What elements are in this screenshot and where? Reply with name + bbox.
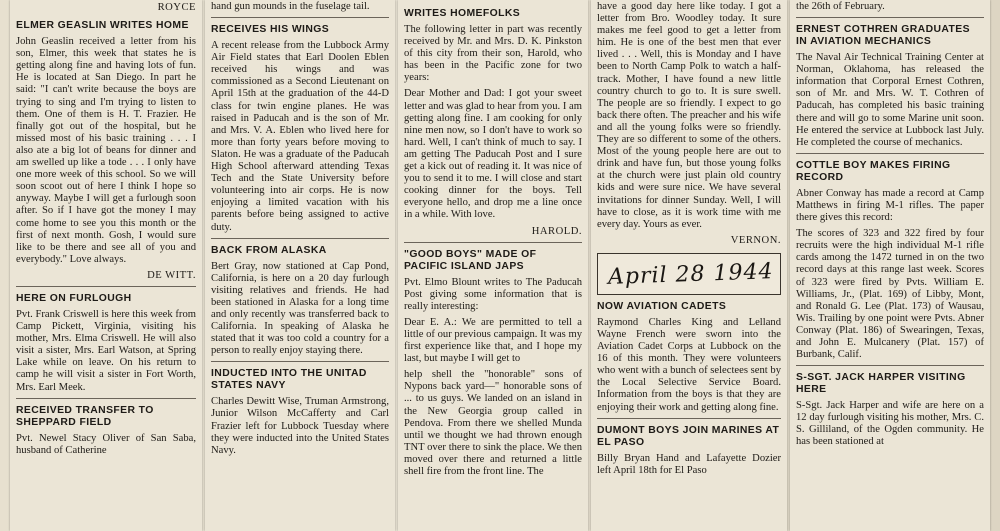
divider	[16, 286, 196, 287]
article-paragraph: Billy Bryan Hand and Lafayette Dozier left April 18th for El Paso	[597, 452, 781, 476]
signature: ROYCE	[157, 2, 196, 13]
divider	[597, 418, 781, 419]
article-paragraph: have a good day here like today. I got a letter from Bro. Woodley today. It sure makes me feel good to get a letter from him. He is one of the best men that ever lived . . . Well, this is Monday and I have been to North Camp Polk to watch a half-track. Mother, I have found a new little country church to go to. It is sure swell. The people are so friendly. I expect to go back there often. The preacher and his wife and all the young folks were so friendly. They are so different to some of the others. Most of the young people here are out to drink and have fun, but those young folks at the church were just plain old country kids and were sure nice. We have several invitations for dinner Sunday. Well, I will have to close, as it is work time with me every day. Yours as ever.	[597, 1, 781, 230]
headline: HERE ON FURLOUGH	[16, 292, 132, 304]
article-paragraph: help shell the "honorable" sons of Nypons back yard—" honorable sons of ... to us guys. We landed on an island in the New Georgia group called in Pendova. From there we shelled Munda until we thought we had thrown enough TNT over there to sink the place. We then moved over there and returned a little shell fire from the front line. The	[404, 369, 582, 477]
headline: DUMONT BOYS JOIN MARINES AT EL PASO	[597, 424, 780, 448]
headline: BACK FROM ALASKA	[211, 244, 327, 256]
clipping-strip-3	[398, 0, 588, 531]
article-paragraph: Raymond Charles King and Lelland Wayne French were sworn into the Aviation Cadet Corps at Lubbock on the 16 of this month. They were volunteers who went with a bunch of selectees sent by the Local Selective Service Board. Information from the boys is that they are enjoying their work and getting along fine.	[597, 316, 781, 413]
divider	[796, 365, 984, 366]
divider	[211, 238, 389, 239]
signature: VERNON.	[730, 234, 781, 246]
clipping-strip-2	[205, 0, 395, 531]
divider	[796, 153, 984, 154]
column-1	[16, 0, 196, 461]
article-paragraph: Pvt. Newel Stacy Oliver of San Saba, husband of Catherine	[16, 432, 196, 456]
column-5	[796, 0, 984, 453]
article-paragraph: Bert Gray, now stationed at Cap Pond, California, is here on a 20 day furlough visiting relatives and friends. He had been stationed in Alaska for a long time and only recently was transferred back to California. In speaking of Alaska he stated that it was too cold a country for a person to really enjoy staying there.	[211, 260, 389, 357]
article-paragraph: the 26th of February.	[796, 1, 885, 12]
divider	[404, 242, 582, 243]
article-paragraph: Dear Mother and Dad: I got your sweet letter and was glad to hear from you. I am getting along fine. I am cooking for only nine men now, so I don't have to work so hard. Well, I can't think of much to say. I am getting The Paducah Post and I sure get a kick out of reading it. It was nice of you to send it to me. I will close and start cooking dinner for the boys. Tell everyone hello, and drop me a line once in a while. With love.	[404, 88, 582, 221]
article-paragraph: Abner Conway has made a record at Camp Matthews in firing M-1 rifles. The paper there gives this record:	[796, 187, 984, 224]
headline: ERNEST COTHREN GRADUATES IN AVIATION MECHANICS	[796, 24, 970, 48]
clipping-strip-1	[10, 0, 202, 531]
headline: RECEIVES HIS WINGS	[211, 24, 330, 36]
signature: HAROLD.	[531, 225, 582, 237]
article-paragraph: Pvt. Frank Criswell is here this week from Camp Pickett, Virginia, visiting his mother, Mrs. Elma Criswell. He will also visit a sister, Mrs. Earl Watson, at Spring Lake while on leave. On his return to camp he will visit a sister in Fort Worth, Mrs. Earl Meek.	[16, 308, 196, 393]
article-paragraph: A recent release from the Lubbock Army Air Field states that Earl Doolen Eblen received his wings and was commissioned as a Second Lieutenant on April 15th at the graduation of the 44-D class for twin engine planes. He was raised in Paducah and is the son of Mr. and Mrs. V. A. Eblen who lived here for more than forty years before moving to Slaton. He was a graduate of the Paducah High School afterward attending Texas Tech and the State University before volunteering into air corps. He is now enjoying a limited vacation with his parents before being assigned to active duty.	[211, 40, 389, 233]
divider	[211, 361, 389, 362]
headline: RECEIVED TRANSFER TO SHEPPARD FIELD	[16, 404, 154, 428]
article-paragraph: Dear E. A.: We are permitted to tell a little of our previous campaign. It was my first experience like that, and I hope my last, but maybe I will get to	[404, 316, 582, 365]
headline: NOW AVIATION CADETS	[597, 300, 727, 312]
divider	[796, 17, 984, 18]
column-4	[597, 0, 781, 481]
article-paragraph: John Geaslin received a letter from his son, Elmer, this week that states he is getting along fine and having lots of fun. He is located at San Diego. In part he said: "I can't write because the boys are trying to sing and I'm trying to listen to them. One of them is H. T. Frazier. He finally got out of the hospital, but he missed most of his basic training . . . I also ate a big lot of beans for dinner and am swelled up like a tode . . . I only have one more week of this school. So we will soon scoot out of here I think I hope so anyway. Maybe I will get a furlough soon after. So if I have got the money I may come home to see you this month or the first of next month. Gosh, I would sure like to be there and see all of you and everybody." Love always.	[16, 36, 196, 265]
headline: WRITES HOMEFOLKS	[404, 8, 521, 19]
article-paragraph: S-Sgt. Jack Harper and wife are here on a 12 day furlough visiting his mother, Mrs. C. S. Gilliland, of the Ogden community. He has been stationed at	[796, 400, 984, 448]
column-3	[404, 0, 582, 482]
signature: DE WITT.	[147, 269, 196, 281]
divider	[16, 398, 196, 399]
article-paragraph: The Naval Air Technical Training Center at Norman, Oklahoma, has released the information that Corporal Ernest Cothren, son of Mr. and Mrs. W. T. Cothren of Paducah, has completed his basic training there and will go to some Marine unit soon. He entered the service at Lubbock last July. He completed the course of mechanics.	[796, 52, 984, 148]
clipping-strip-5	[790, 0, 990, 531]
article-paragraph: The following letter in part was recently received by Mr. and Mrs. D. K. Pinkston of this city from their son, Harold, who has been in the Pacific zone for two years:	[404, 24, 582, 84]
handwritten-date: April 28 1944	[607, 259, 774, 290]
headline: INDUCTED INTO THE UNITAD STATES NAVY	[211, 368, 367, 392]
divider	[211, 17, 389, 18]
article-paragraph: Charles Dewitt Wise, Truman Armstrong, Junior Wilson McCafferty and Carl Frazier left for Lubbock Tuesday where they were inducted into the United States Navy.	[211, 396, 389, 456]
article-paragraph: The scores of 323 and 322 fired by four recruits were the high individual M-1 rifle cards among the 1472 turned in on the two record days at this range last week. Scores of 323 were fired by Pvts. William E. Williams, Jr., (Plat. 169) of Libby, Mont, and Ronald G. Lee (Plat. 173) of Wausau, Wis. Trailing by one point were Pvts. Abner Conway (Plat. 186) of Swearingen, Texas, and John E. Mulcanery (Plat. 157) of Burbank, Calif.	[796, 228, 984, 361]
column-2	[211, 0, 389, 461]
headline: "GOOD BOYS" MADE OF PACIFIC ISLAND JAPS	[404, 248, 537, 272]
headline: COTTLE BOY MAKES FIRING RECORD	[796, 159, 951, 183]
headline: S-SGT. JACK HARPER VISITING HERE	[796, 372, 966, 396]
handwritten-date-box	[597, 253, 781, 295]
article-paragraph: hand gun mounds in the fuselage tail.	[211, 1, 370, 12]
article-paragraph: Pvt. Elmo Blount writes to The Paducah Post giving some information that is really interesting:	[404, 276, 582, 312]
headline: ELMER GEASLIN WRITES HOME	[16, 20, 189, 32]
clipping-strip-4	[591, 0, 787, 531]
